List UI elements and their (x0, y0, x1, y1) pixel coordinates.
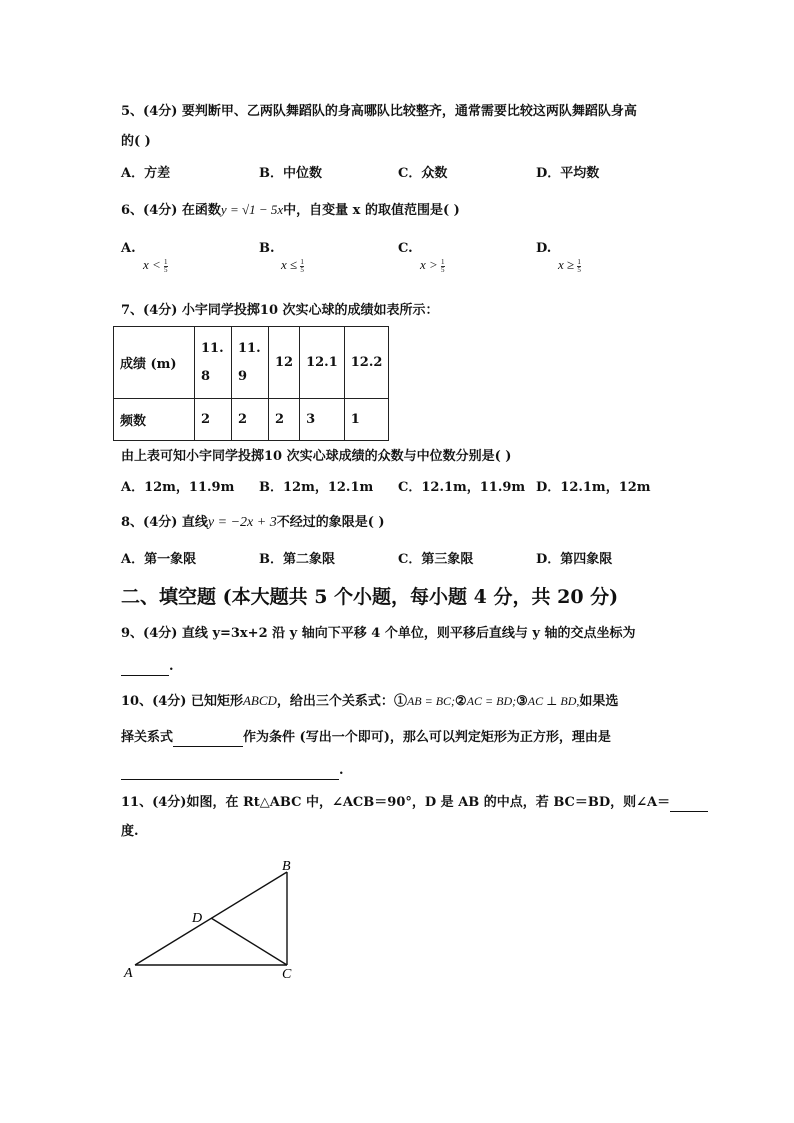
segment-dc (211, 918, 287, 965)
q7-score-cell: 11.9 (232, 327, 269, 399)
q6-option-a-expr: x < (143, 257, 161, 272)
label-b: B (282, 859, 291, 874)
q10-line2-pre: 择关系式 (121, 730, 174, 745)
q11-stem (121, 794, 708, 812)
q7-freq-cell: 2 (195, 399, 232, 441)
q6-stem-post: 中，自变量 x 的取值范围是( ) (283, 203, 460, 218)
q9-answer-blank[interactable] (121, 661, 169, 676)
q9-stem: 9、(4分) 直线 y=3x+2 沿 y 轴向下平移 4 个单位，则平移后直线与 y 轴的交点坐标为 (121, 626, 636, 641)
q10-line2-post: 作为条件 (写出一个即可)，那么可以判定矩形为正方形，理由是 (243, 730, 611, 745)
q5-option-b: B．中位数 (259, 166, 322, 181)
q8-option-b: B．第二象限 (259, 552, 335, 567)
q6-option-a-fraction (164, 259, 168, 274)
q6-formula: y = √1 − 5x (220, 202, 284, 217)
q6-option-c (398, 240, 445, 274)
q7-freq-cell: 3 (300, 399, 345, 441)
q6-option-a-den: 5 (164, 265, 168, 274)
q8-option-c: C．第三象限 (398, 552, 474, 567)
q7-stem: 7、(4分) 小宇同学投掷10 次实心球的成绩如表所示： (121, 303, 439, 318)
label-d: D (192, 911, 203, 926)
q10-stem-pre: 10、(4分) 已知矩形 (121, 694, 243, 709)
q10-r3-mark: ③ (516, 694, 528, 709)
q6-stem-pre: 6、(4分) 在函数 (121, 203, 221, 218)
q10-relation-2: AC = BD; (466, 694, 517, 708)
q7-freq-cell: 2 (232, 399, 269, 441)
q7-row-label-freq: 频数 (114, 399, 195, 441)
q6-option-c-fraction (441, 259, 445, 274)
q7-option-b: B．12m，12.1m (259, 480, 374, 495)
q11-answer-blank[interactable] (670, 797, 708, 812)
q10-stem-mid: ，给出三个关系式： (276, 694, 394, 709)
q10-relation-3: AC ⊥ BD, (527, 694, 580, 708)
q5-option-c: C．众数 (398, 166, 448, 181)
q6-option-c-den: 5 (441, 265, 445, 274)
q6-option-c-expr: x > (420, 257, 438, 272)
q7-freq-cell: 1 (344, 399, 389, 441)
q7-score-cell: 12.2 (344, 327, 389, 399)
q6-option-d-expr: x ≥ (558, 257, 575, 272)
q6-option-b-den: 5 (300, 265, 304, 274)
q6-option-d (536, 240, 581, 274)
q7-score-cell: 11.8 (195, 327, 232, 399)
q8-stem-post: 不经过的象限是( ) (276, 515, 385, 530)
q6-option-b-expr: x ≤ (281, 257, 298, 272)
q10-end: . (339, 763, 344, 778)
q8-stem-pre: 8、(4分) 直线 (121, 515, 208, 530)
q10-line3 (121, 762, 344, 780)
q7-option-c: C．12.1m，11.9m (398, 480, 526, 495)
q6-stem (121, 201, 460, 220)
section2-heading: 二、填空题 (本大题共 5 个小题，每小题 4 分，共 20 分) (121, 586, 619, 608)
q10-relation-1: AB = BC; (406, 694, 456, 708)
q10-stem (121, 692, 618, 711)
q5-stem-line1: 5、(4分) 要判断甲、乙两队舞蹈队的身高哪队比较整齐，通常需要比较这两队舞蹈队身高 (121, 104, 637, 119)
q9-answer-line (121, 658, 174, 676)
q11-triangle-figure (115, 852, 315, 987)
q6-option-b-fraction (300, 259, 304, 274)
q10-line2 (121, 729, 611, 747)
q6-option-a (121, 240, 168, 274)
q5-stem-line2: 的( ) (121, 134, 151, 149)
q7-option-a: A．12m，11.9m (121, 480, 235, 495)
q7-option-d: D．12.1m，12m (536, 480, 651, 495)
q10-condition-blank[interactable] (173, 732, 243, 747)
q8-formula: y = −2x + 3 (207, 515, 277, 530)
q6-option-a-letter: A. (121, 241, 136, 256)
q7-score-cell: 12 (269, 327, 300, 399)
q6-option-b-num: 1 (300, 257, 304, 266)
q6-option-b (259, 240, 304, 274)
q9-end: . (169, 659, 174, 674)
q11-stem-text: 11、(4分)如图，在 Rt△ABC 中，∠ACB＝90°，D 是 AB 的中点，若 BC＝BD，则∠A＝ (121, 795, 671, 810)
q10-stem-end: 如果选 (579, 694, 619, 709)
q6-option-c-num: 1 (441, 257, 445, 266)
label-c: C (282, 967, 292, 982)
q8-option-a: A．第一象限 (121, 552, 197, 567)
q10-r2-mark: ② (455, 694, 467, 709)
q6-option-a-num: 1 (164, 257, 168, 266)
q5-option-d: D．平均数 (536, 166, 600, 181)
q10-reason-blank[interactable] (121, 765, 339, 780)
q6-option-d-num: 1 (577, 257, 581, 266)
q7-row-label-score: 成绩 (m) (114, 327, 195, 399)
q8-option-d: D．第四象限 (536, 552, 613, 567)
q7-score-cell: 12.1 (300, 327, 345, 399)
q7-table-freq-row (114, 399, 389, 441)
label-a: A (124, 966, 133, 981)
q8-stem (121, 514, 385, 532)
q11-line2: 度. (121, 824, 139, 839)
q7-score-table (113, 326, 389, 441)
q7-table-score-row (114, 327, 389, 399)
q10-r1-mark: ① (393, 694, 407, 709)
q7-freq-cell: 2 (269, 399, 300, 441)
q7-follow-up: 由上表可知小宇同学投掷10 次实心球成绩的众数与中位数分别是( ) (121, 449, 512, 464)
q5-option-a: A．方差 (121, 166, 171, 181)
q6-option-d-letter: D. (536, 241, 552, 256)
q6-option-d-fraction (577, 259, 581, 274)
q6-option-c-letter: C. (398, 241, 413, 256)
q6-option-b-letter: B. (259, 241, 275, 256)
q10-rect: ABCD (242, 693, 277, 708)
q6-option-d-den: 5 (577, 265, 581, 274)
